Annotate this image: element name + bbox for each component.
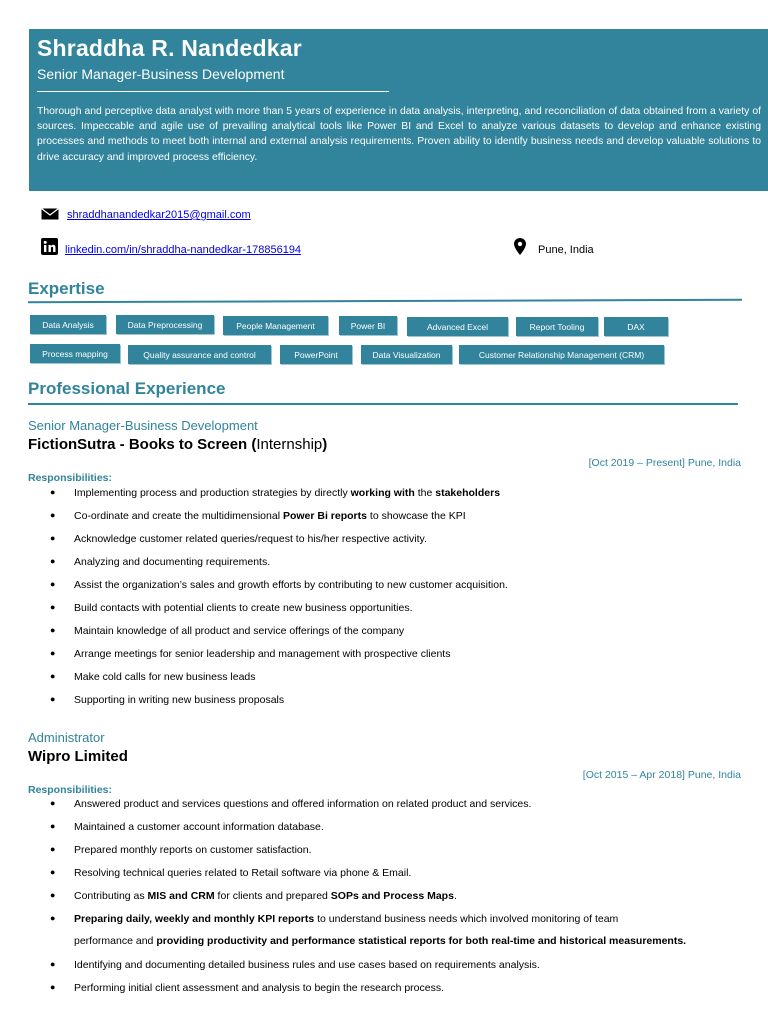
bullet-icon: ●: [50, 648, 56, 658]
skill-tag: Quality assurance and control: [128, 345, 271, 364]
bullet-text-segment: stakeholders: [435, 487, 501, 499]
experience-divider: [28, 403, 738, 405]
bullet-text-segment: the: [414, 487, 436, 499]
job-role: Administrator: [28, 730, 105, 745]
bullet-text-segment: Power Bi reports: [282, 510, 367, 522]
bullet-text-segment: Contributing as: [74, 890, 148, 902]
bullet-text-segment: Preparing daily, weekly and monthly KPI reports: [74, 913, 315, 925]
bullet-icon: ●: [50, 510, 56, 520]
bullet-text-segment: Resolving technical queries related to Retail software via phone & Email.: [74, 867, 412, 879]
bullet-text: [74, 890, 457, 902]
bullet-text-segment: Performing initial client assessment and analysis to begin the research process.: [74, 982, 445, 994]
bullet-icon: ●: [50, 694, 56, 704]
company-name-text: FictionSutra - Books to Screen (: [28, 436, 257, 453]
responsibilities-label: Responsibilities:: [28, 784, 113, 796]
bullet-text: [74, 982, 444, 994]
bullet-text: [74, 533, 427, 545]
bullet-text: [74, 671, 256, 683]
bullet-text: [74, 844, 312, 856]
skill-tag: Report Tooling: [516, 317, 598, 336]
bullet-icon: ●: [50, 579, 56, 589]
bullet-text: [74, 579, 508, 591]
linkedin-link[interactable]: linkedin.com/in/shraddha-nandedkar-178856194: [65, 244, 302, 256]
bullet-text: [74, 510, 466, 522]
experience-heading: Professional Experience: [28, 379, 226, 398]
bullet-text: [74, 602, 413, 614]
bullet-text: [74, 959, 540, 971]
bullet-icon: ●: [50, 798, 56, 808]
bullet-text-segment: providing productivity and performance statistical reports for both real-time and historical measurements.: [156, 935, 687, 947]
job-role: Senior Manager-Business Development: [28, 418, 258, 433]
skill-tag: Customer Relationship Management (CRM): [459, 345, 664, 364]
bullet-text-segment: working with: [350, 487, 415, 499]
bullet-text-segment: to showcase the KPI: [366, 510, 466, 522]
bullet-text: [74, 913, 618, 925]
bullet-text: [74, 821, 324, 833]
bullet-text-segment: .: [453, 890, 457, 902]
bullet-icon: ●: [50, 913, 56, 923]
bullet-text-segment: Arrange meetings for senior leadership and management with prospective clients: [74, 648, 451, 660]
job-dates: [Oct 2019 – Present] Pune, India: [588, 457, 741, 469]
bullet-text-segment: MIS and CRM: [147, 890, 215, 902]
company-note: Internship: [256, 436, 323, 453]
bullet-text: [74, 798, 531, 810]
email-link[interactable]: shraddhanandedkar2015@gmail.com: [67, 209, 251, 221]
bullet-text-segment: performance and: [74, 935, 157, 947]
bullet-icon: ●: [50, 982, 56, 992]
location-text: Pune, India: [538, 244, 594, 256]
bullet-text: [74, 556, 270, 568]
bullet-icon: ●: [50, 671, 56, 681]
bullet-text-segment: Maintain knowledge of all product and service offerings of the company: [74, 625, 405, 637]
bullet-text-segment: Assist the organization’s sales and growth efforts by contributing to new customer acquisition.: [74, 579, 508, 591]
skill-tag: Process mapping: [30, 344, 120, 363]
expertise-divider: [28, 299, 742, 303]
bullet-text-segment: Acknowledge customer related queries/request to his/her respective activity.: [74, 533, 427, 545]
bullet-text-segment: to understand business needs which involved monitoring of team: [314, 913, 619, 925]
bullet-icon: ●: [50, 533, 56, 543]
bullet-icon: ●: [50, 867, 56, 877]
bullet-text-segment: Implementing process and production strategies by directly: [74, 487, 351, 499]
candidate-name: Shraddha R. Nandedkar: [37, 35, 302, 61]
location-pin-icon: [514, 238, 526, 260]
bullet-icon: ●: [50, 487, 56, 497]
email-icon: [41, 207, 59, 225]
header-divider: [37, 91, 389, 92]
company-name: [28, 436, 327, 453]
skill-tag: Data Preprocessing: [116, 315, 214, 334]
bullet-text: [74, 867, 411, 879]
company-name: Wipro Limited: [28, 748, 128, 765]
bullet-text-segment: for clients and prepared: [214, 890, 331, 902]
bullet-text-segment: Co-ordinate and create the multidimensional: [74, 510, 283, 522]
header-banner: [29, 29, 768, 191]
bullet-text-continued: [74, 935, 686, 947]
bullet-icon: ●: [50, 556, 56, 566]
bullet-text: [74, 487, 500, 499]
bullet-text-segment: SOPs and Process Maps: [330, 890, 454, 902]
skill-tag: Power BI: [339, 316, 397, 335]
skill-tag: Data Analysis: [30, 315, 106, 334]
bullet-text-segment: Maintained a customer account information database.: [74, 821, 324, 833]
bullet-text: [74, 648, 450, 660]
bullet-text-segment: Identifying and documenting detailed business rules and use cases based on requirements analysis.: [74, 959, 540, 971]
company-close: ): [322, 436, 328, 453]
bullet-text-segment: Build contacts with potential clients to create new business opportunities.: [74, 602, 413, 614]
skill-tag: DAX: [604, 317, 668, 336]
bullet-text-segment: Answered product and services questions and offered information on related product and services.: [74, 798, 532, 810]
expertise-heading: Expertise: [28, 279, 105, 298]
bullet-icon: ●: [50, 959, 56, 969]
skill-tag: Advanced Excel: [407, 317, 508, 336]
responsibilities-label: Responsibilities:: [28, 472, 113, 484]
skill-tag: PowerPoint: [280, 345, 352, 364]
bullet-text-segment: Analyzing and documenting requirements.: [74, 556, 271, 568]
skill-tag: Data Visualization: [361, 345, 452, 364]
skill-tag: People Management: [223, 316, 328, 335]
candidate-title: Senior Manager-Business Development: [37, 66, 285, 82]
bullet-icon: ●: [50, 844, 56, 854]
bullet-text-segment: Make cold calls for new business leads: [74, 671, 256, 683]
bullet-icon: ●: [50, 625, 56, 635]
bullet-icon: ●: [50, 602, 56, 612]
bullet-text-segment: Prepared monthly reports on customer satisfaction.: [74, 844, 312, 856]
bullet-icon: ●: [50, 821, 56, 831]
job-dates: [Oct 2015 – Apr 2018] Pune, India: [582, 769, 741, 781]
profile-summary: Thorough and perceptive data analyst with more than 5 years of experience in data analysis, interpreting, and reconciliation of data obtained from a variety of sources. Impeccable and agile use of prevailing analytical tools like Power BI and Excel to analyze various datasets to develop and enhance existing processes and methods to meet both internal and external analysis requirements. Proven ability to identify business needs and develop valuable solutions to drive accuracy and improved process efficiency.: [37, 106, 761, 163]
bullet-text-segment: Supporting in writing new business proposals: [74, 694, 285, 706]
bullet-icon: ●: [50, 890, 56, 900]
linkedin-icon: [41, 238, 58, 260]
bullet-text: [74, 694, 284, 706]
bullet-text: [74, 625, 404, 637]
